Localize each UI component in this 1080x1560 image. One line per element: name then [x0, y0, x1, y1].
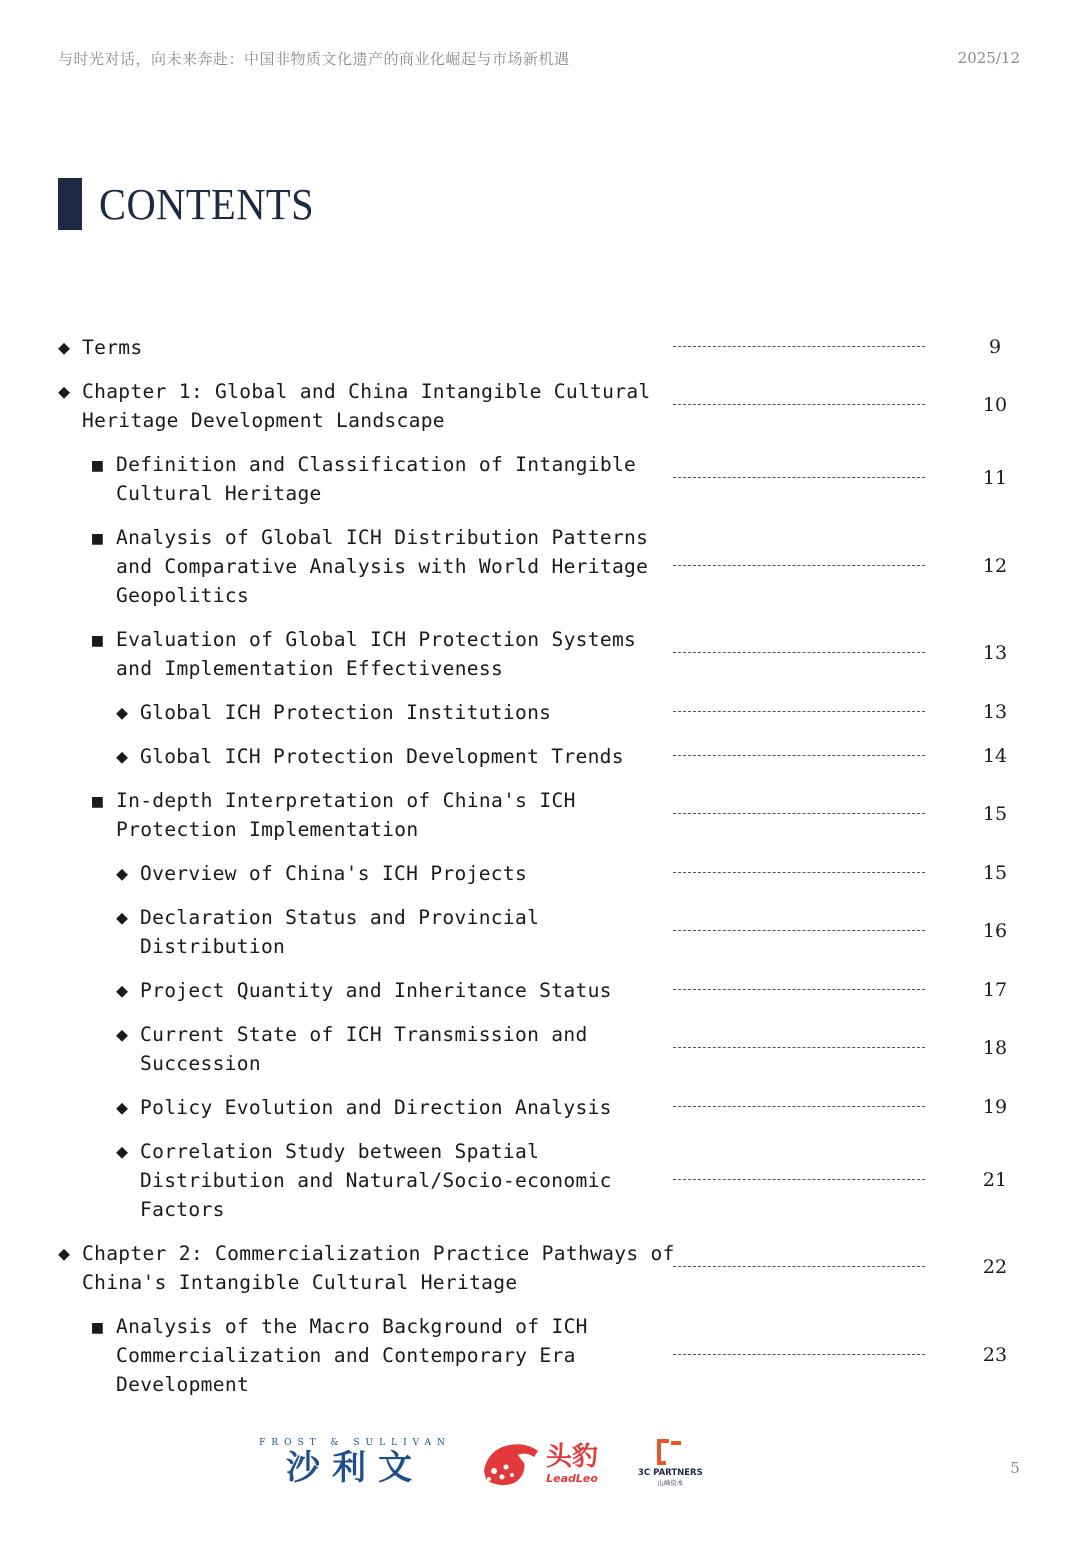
toc-entry[interactable] [58, 333, 1020, 362]
toc-entry[interactable] [58, 1239, 1020, 1297]
report-date: 2025/12 [957, 49, 1020, 67]
toc-entry[interactable] [58, 1137, 1020, 1224]
toc-entry-text: Current State of ICH Transmission and Succession [140, 1023, 588, 1075]
footer-logos [258, 1435, 703, 1491]
toc-page-number: 14 [982, 744, 1008, 767]
toc-entry[interactable] [58, 1312, 1020, 1399]
toc-page-number: 11 [982, 467, 1008, 489]
toc-entry-text: Analysis of Global ICH Distribution Patterns and Comparative Analysis with World Heritage Geopolitics [116, 526, 649, 607]
heading-accent-bar [58, 178, 82, 230]
toc-leader-dashes [673, 989, 925, 990]
toc-entry[interactable] [58, 450, 1020, 508]
toc-page-number: 18 [982, 1037, 1008, 1059]
toc-entry-text: Global ICH Protection Development Trends [140, 745, 624, 768]
toc-entry-label [116, 1020, 588, 1078]
toc-page-number: 19 [982, 1095, 1008, 1118]
toc-page-number: 23 [982, 1343, 1008, 1366]
toc-leader-dashes [673, 1106, 925, 1107]
toc-entry[interactable] [58, 523, 1020, 610]
diamond-bullet-icon [116, 1093, 140, 1122]
diamond-bullet-icon [116, 859, 140, 888]
toc-entry-label [92, 523, 648, 610]
toc-entry-label [58, 377, 651, 435]
toc-entry-text: Policy Evolution and Direction Analysis [140, 1096, 612, 1119]
diamond-bullet-icon [116, 976, 140, 1005]
toc-leader-dashes [673, 1179, 925, 1180]
toc-leader-dashes [673, 652, 925, 653]
toc-leader-dashes [673, 1354, 925, 1355]
report-title: 与时光对话，向未来奔赴：中国非物质文化遗产的商业化崛起与市场新机遇 [58, 49, 570, 68]
toc-leader-dashes [673, 755, 925, 756]
toc-page-number: 22 [982, 1256, 1008, 1278]
toc-entry-label [58, 333, 142, 362]
leopard-icon [480, 1437, 542, 1489]
3c-partners-logo [638, 1439, 703, 1487]
page-number: 5 [1010, 1459, 1020, 1477]
toc-entry[interactable] [58, 698, 1020, 727]
square-bullet-icon [92, 625, 116, 683]
toc-entry-text: Analysis of the Macro Background of ICH Commercialization and Contemporary Era Development [116, 1315, 588, 1396]
toc-page-number: 21 [982, 1168, 1008, 1191]
3c-partners-logo-cn: 山峰资本 [657, 1479, 684, 1487]
toc-entry-label [116, 1137, 612, 1224]
square-bullet-icon [92, 786, 116, 844]
toc-entry-label [92, 1312, 588, 1399]
toc-page-number: 15 [982, 861, 1008, 884]
toc-entry-text: Overview of China's ICH Projects [140, 862, 528, 885]
diamond-bullet-icon [116, 1020, 140, 1078]
leadleo-logo-cn: 头豹 [546, 1441, 599, 1472]
leadleo-logo-en: LeadLeo [546, 1471, 598, 1485]
toc-leader-dashes [673, 930, 925, 931]
toc-entry-label [116, 1093, 612, 1122]
3c-bracket-icon [657, 1439, 683, 1465]
toc-entry[interactable] [58, 1020, 1020, 1078]
toc-entry[interactable] [58, 625, 1020, 683]
toc-entry-label [116, 903, 539, 961]
toc-entry-text: Terms [82, 336, 143, 359]
toc-entry[interactable] [58, 903, 1020, 961]
toc-entry-label [116, 976, 612, 1005]
toc-entry[interactable] [58, 859, 1020, 888]
3c-partners-logo-en: 3C PARTNERS [638, 1468, 703, 1478]
toc-entry-label [58, 1239, 675, 1297]
toc-leader-dashes [673, 711, 925, 712]
toc-entry-text: Definition and Classification of Intangible Cultural Heritage [116, 453, 637, 505]
diamond-bullet-icon [116, 698, 140, 727]
diamond-bullet-icon [116, 1137, 140, 1224]
square-bullet-icon [92, 1312, 116, 1399]
page-header [58, 46, 1020, 70]
toc-leader-dashes [673, 346, 925, 347]
toc-entry-label [116, 859, 527, 888]
toc-entry[interactable] [58, 742, 1020, 771]
toc-page-number: 15 [982, 803, 1008, 825]
toc-entry-text: In-depth Interpretation of China's ICH Protection Implementation [116, 789, 576, 841]
toc-entry-text: Project Quantity and Inheritance Status [140, 979, 612, 1002]
toc-leader-dashes [673, 565, 925, 566]
toc-entry[interactable] [58, 377, 1020, 435]
contents-heading [58, 178, 333, 230]
square-bullet-icon [92, 523, 116, 610]
toc-entry-text: Correlation Study between Spatial Distribution and Natural/Socio-economic Factors [140, 1140, 612, 1221]
toc-leader-dashes [673, 1047, 925, 1048]
toc-entry-text: Chapter 1: Global and China Intangible Cultural Heritage Development Landscape [82, 380, 651, 432]
diamond-bullet-icon [58, 333, 82, 362]
toc-page-number: 16 [982, 920, 1008, 942]
toc-entry[interactable] [58, 1093, 1020, 1122]
toc-page-number: 10 [982, 394, 1008, 416]
toc-leader-dashes [673, 477, 925, 478]
toc-leader-dashes [673, 1266, 925, 1267]
toc-leader-dashes [673, 872, 925, 873]
diamond-bullet-icon [58, 1239, 82, 1297]
frost-sullivan-logo-cn: 沙利文 [286, 1448, 424, 1488]
toc-page-number: 9 [988, 335, 1002, 358]
frost-sullivan-logo [258, 1438, 452, 1488]
toc-entry-text: Chapter 2: Commercialization Practice Pathways of China's Intangible Cultural Heritage [82, 1242, 675, 1294]
toc-entry[interactable] [58, 786, 1020, 844]
contents-title: CONTENTS [99, 179, 315, 229]
square-bullet-icon [92, 450, 116, 508]
toc-page-number: 13 [982, 642, 1008, 664]
toc-page-number: 13 [982, 700, 1008, 723]
toc-leader-dashes [673, 813, 925, 814]
toc-entry[interactable] [58, 976, 1020, 1005]
toc-leader-dashes [673, 404, 925, 405]
toc-entry-label [92, 625, 636, 683]
toc-entry-text: Evaluation of Global ICH Protection Systems and Implementation Effectiveness [116, 628, 637, 680]
toc-entry-label [116, 698, 551, 727]
toc-page-number: 12 [982, 554, 1008, 577]
toc-page-number: 17 [982, 978, 1008, 1001]
toc-entry-label [116, 742, 624, 771]
diamond-bullet-icon [58, 377, 82, 435]
frost-sullivan-logo-text: FROST & SULLIVAN [259, 1438, 451, 1448]
leadleo-logo [480, 1437, 598, 1489]
toc-entry-label [92, 450, 636, 508]
toc-entry-text: Global ICH Protection Institutions [140, 701, 552, 724]
diamond-bullet-icon [116, 742, 140, 771]
toc-entry-label [92, 786, 576, 844]
diamond-bullet-icon [116, 903, 140, 961]
toc-entry-text: Declaration Status and Provincial Distribution [140, 906, 540, 958]
